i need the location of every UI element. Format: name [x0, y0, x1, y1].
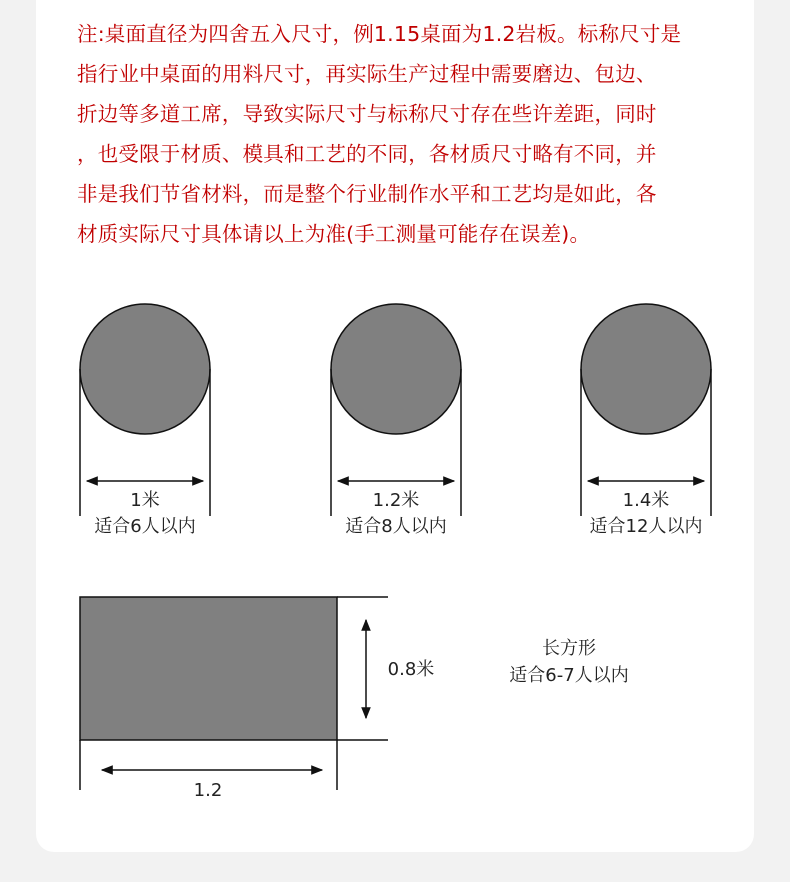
round-table-size-label: 1.4米	[622, 490, 670, 511]
rect-table-capacity-label: 适合6-7人以内	[509, 665, 629, 686]
note-line: ，也受限于材质、模具和工艺的不同，各材质尺寸略有不同，并	[77, 142, 657, 166]
round-table-top	[80, 304, 210, 434]
rect-table-top	[80, 597, 337, 740]
note-line: 折边等多道工席，导致实际尺寸与标称尺寸存在些许差距，同时	[77, 102, 657, 126]
round-table-1-2m	[331, 304, 461, 516]
rect-table-length-label: 1.2	[193, 780, 223, 801]
note-line: 材质实际尺寸具体请以上为准(手工测量可能存在误差)。	[77, 222, 591, 246]
round-table-top	[581, 304, 711, 434]
round-table-1m	[80, 304, 210, 516]
note-line: 注:桌面直径为四舍五入尺寸，例1.15桌面为1.2岩板。标称尺寸是	[77, 22, 682, 46]
round-table-top	[331, 304, 461, 434]
rect-table-width-label: 0.8米	[387, 659, 435, 680]
note-line: 指行业中桌面的用料尺寸，再实际生产过程中需要磨边、包边、	[77, 62, 657, 86]
round-table-1-4m	[581, 304, 711, 516]
round-table-capacity-label: 适合6人以内	[94, 516, 196, 537]
round-table-capacity-label: 适合8人以内	[345, 516, 447, 537]
round-table-size-label: 1米	[130, 490, 160, 511]
note-line: 非是我们节省材料，而是整个行业制作水平和工艺均是如此，各	[77, 182, 657, 206]
round-table-size-label: 1.2米	[372, 490, 420, 511]
rect-table	[80, 597, 388, 790]
rect-table-shape-label: 长方形	[542, 638, 596, 659]
round-table-capacity-label: 适合12人以内	[589, 516, 703, 537]
